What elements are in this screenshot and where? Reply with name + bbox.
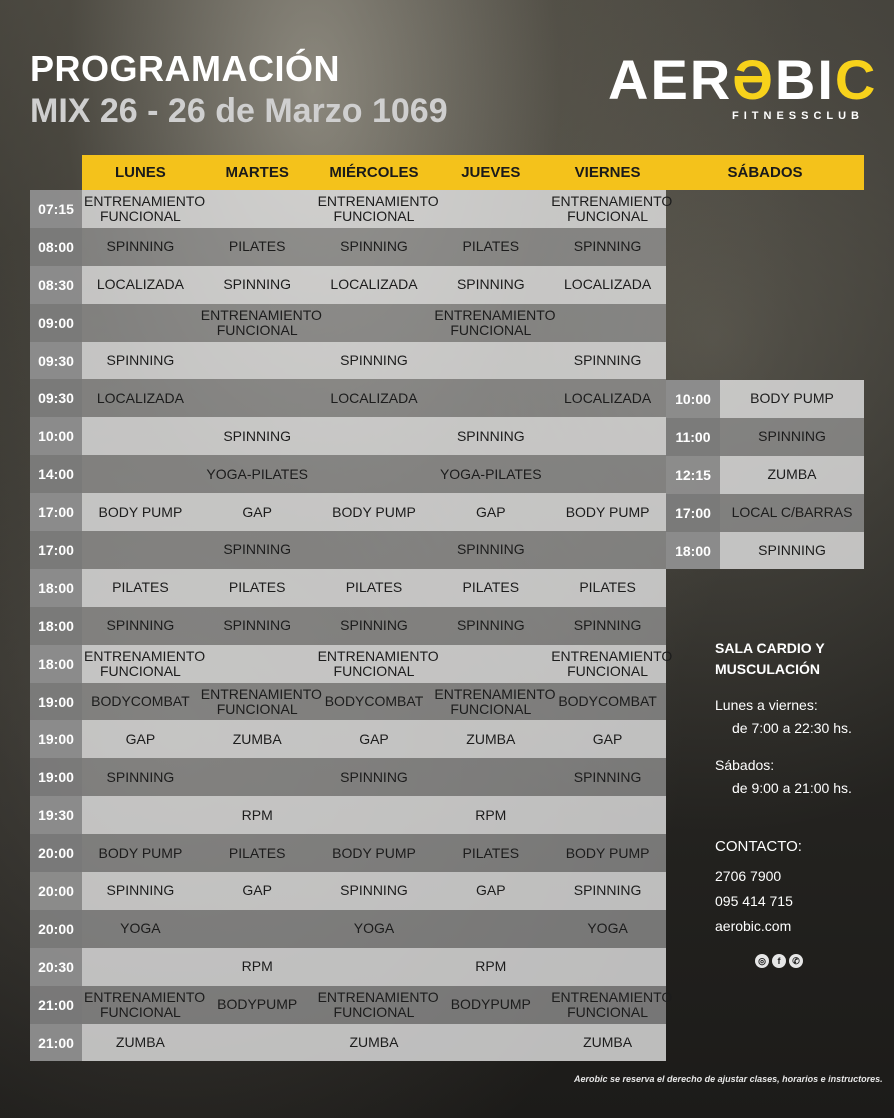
- time-slot: 19:00: [30, 683, 82, 721]
- saturday-time-slot: 18:00: [666, 532, 720, 570]
- class-cell: SPINNING: [223, 276, 292, 293]
- brand-logo: [608, 48, 878, 122]
- class-cell: ENTRENAMIENTO FUNCIONAL: [84, 988, 206, 1020]
- saturday-time-slot: 11:00: [666, 418, 720, 456]
- time-slot: 20:00: [30, 834, 82, 872]
- time-slot: 19:00: [30, 720, 82, 758]
- schedule-row: [30, 569, 666, 607]
- day-header-miercoles: MIÉRCOLES: [329, 164, 419, 181]
- class-cell: ENTRENAMIENTO FUNCIONAL: [551, 192, 673, 224]
- saturday-table: [666, 380, 864, 569]
- day-header-lunes: LUNES: [114, 164, 166, 181]
- class-cell: BODY PUMP: [332, 844, 416, 861]
- schedule-row: [30, 342, 666, 380]
- class-cell: SPINNING: [223, 541, 292, 558]
- class-cell: SPINNING: [573, 617, 642, 634]
- contact-phone-1[interactable]: 2706 7900: [715, 868, 782, 884]
- day-header-sabados: SÁBADOS: [727, 164, 803, 181]
- time-slot: 08:30: [30, 266, 82, 304]
- class-cell: SPINNING: [106, 617, 175, 634]
- class-cell: BODYPUMP: [450, 996, 531, 1013]
- time-slot: 09:30: [30, 379, 82, 417]
- class-cell: BODY PUMP: [332, 503, 416, 520]
- class-cell: YOGA: [353, 920, 395, 937]
- class-cell: PILATES: [462, 579, 520, 596]
- class-cell: SPINNING: [573, 882, 642, 899]
- time-slot: 17:00: [30, 531, 82, 569]
- schedule-row: [30, 455, 666, 493]
- schedule-row: [30, 796, 666, 834]
- time-slot: 10:00: [30, 417, 82, 455]
- class-cell: RPM: [241, 958, 273, 975]
- class-cell: SPINNING: [456, 617, 525, 634]
- weekday-header: [82, 155, 666, 190]
- cardio-title-2: MUSCULACIÓN: [715, 661, 820, 677]
- time-slot: 17:00: [30, 493, 82, 531]
- class-cell: BODY PUMP: [98, 503, 183, 520]
- class-cell: ENTRENAMIENTO FUNCIONAL: [84, 192, 206, 224]
- class-cell: SPINNING: [340, 768, 408, 785]
- class-cell: LOCALIZADA: [330, 276, 418, 293]
- class-cell: YOGA: [587, 920, 628, 937]
- class-cell: PILATES: [228, 579, 286, 596]
- class-cell: GAP: [125, 730, 156, 747]
- class-cell: BODYCOMBAT: [91, 693, 190, 710]
- logo-text-o: Ə: [732, 48, 775, 111]
- logo-text-c: C: [834, 48, 878, 111]
- schedule-row: [30, 948, 666, 986]
- class-cell: PILATES: [579, 579, 636, 596]
- class-cell: SPINNING: [223, 617, 292, 634]
- schedule-row: [30, 758, 666, 796]
- class-cell: PILATES: [345, 579, 403, 596]
- saturday-header: [666, 155, 864, 190]
- class-cell: SPINNING: [573, 768, 642, 785]
- class-cell: SPINNING: [106, 768, 175, 785]
- schedule-row: [30, 531, 666, 569]
- saturday-time-slot: 10:00: [666, 380, 720, 418]
- class-cell: ENTRENAMIENTO FUNCIONAL: [434, 685, 556, 717]
- class-cell: ZUMBA: [349, 1034, 399, 1051]
- saturday-class-cell: BODY PUMP: [750, 390, 834, 407]
- class-cell: LOCALIZADA: [564, 389, 652, 406]
- class-cell: ENTRENAMIENTO FUNCIONAL: [434, 306, 556, 338]
- logo-tagline: FITNESSCLUB: [732, 110, 864, 122]
- class-cell: SPINNING: [340, 617, 408, 634]
- class-cell: RPM: [475, 958, 507, 975]
- class-cell: GAP: [242, 503, 272, 520]
- saturday-time-slot: 17:00: [666, 494, 720, 532]
- schedule-row: [30, 872, 666, 910]
- class-cell: SPINNING: [106, 238, 175, 255]
- class-cell: SPINNING: [106, 352, 175, 368]
- logo-text-a: AER: [608, 48, 733, 111]
- class-cell: ENTRENAMIENTO FUNCIONAL: [317, 988, 439, 1020]
- class-cell: SPINNING: [223, 427, 292, 444]
- logo-text-b: BI: [774, 48, 835, 111]
- class-cell: PILATES: [228, 238, 286, 255]
- cardio-saturday-label: Sábados:: [715, 757, 775, 773]
- schedule-row: [30, 493, 666, 531]
- class-cell: ZUMBA: [583, 1034, 633, 1051]
- class-cell: ENTRENAMIENTO FUNCIONAL: [200, 306, 322, 338]
- class-cell: ENTRENAMIENTO FUNCIONAL: [551, 647, 673, 679]
- class-cell: SPINNING: [573, 238, 642, 255]
- class-cell: SPINNING: [340, 882, 408, 899]
- time-slot: 20:00: [30, 872, 82, 910]
- schedule-row: [30, 683, 666, 721]
- saturday-row: [666, 494, 864, 532]
- time-slot: 08:00: [30, 228, 82, 266]
- schedule-row: [30, 910, 666, 948]
- time-slot: 14:00: [30, 455, 82, 493]
- class-cell: YOGA-PILATES: [439, 465, 542, 482]
- class-cell: GAP: [476, 503, 506, 520]
- instagram-icon[interactable]: ◎: [755, 954, 769, 968]
- saturday-row: [666, 380, 864, 418]
- saturday-class-cell: SPINNING: [758, 542, 826, 558]
- day-header-jueves: JUEVES: [461, 164, 521, 181]
- day-header-martes: MARTES: [225, 164, 289, 181]
- class-cell: GAP: [592, 730, 623, 747]
- time-slot: 21:00: [30, 1024, 82, 1062]
- schedule-row: [30, 190, 673, 228]
- saturday-row: [666, 418, 864, 456]
- cardio-saturday-hours: de 9:00 a 21:00 hs.: [732, 780, 852, 796]
- cardio-info: [715, 638, 825, 680]
- time-slot: 09:30: [30, 342, 82, 380]
- whatsapp-icon[interactable]: ✆: [789, 954, 803, 968]
- facebook-icon[interactable]: f: [772, 954, 786, 968]
- class-cell: LOCALIZADA: [96, 276, 184, 293]
- contact-phone-2[interactable]: 095 414 715: [715, 893, 793, 909]
- class-cell: SPINNING: [456, 427, 525, 444]
- time-slot: 09:00: [30, 304, 82, 342]
- saturday-class-cell: LOCAL C/BARRAS: [731, 504, 853, 521]
- class-cell: ENTRENAMIENTO FUNCIONAL: [317, 192, 439, 224]
- schedule-row: [30, 645, 673, 683]
- cardio-title-1: SALA CARDIO Y: [715, 640, 825, 656]
- class-cell: PILATES: [462, 844, 520, 861]
- day-header-viernes: VIERNES: [574, 164, 641, 181]
- schedule-row: [30, 986, 673, 1024]
- schedule-row: [30, 304, 666, 342]
- class-cell: LOCALIZADA: [564, 276, 652, 293]
- class-cell: GAP: [476, 882, 506, 899]
- page-subtitle: MIX 26 - 26 de Marzo 1069: [30, 92, 448, 130]
- class-cell: ENTRENAMIENTO FUNCIONAL: [84, 647, 206, 679]
- class-cell: LOCALIZADA: [96, 389, 184, 406]
- class-cell: SPINNING: [456, 541, 525, 558]
- cardio-weekday-label: Lunes a viernes:: [715, 697, 818, 713]
- schedule-row: [30, 228, 666, 266]
- class-cell: BODY PUMP: [565, 844, 650, 861]
- cardio-weekday-hours: de 7:00 a 22:30 hs.: [732, 720, 852, 736]
- class-cell: PILATES: [112, 579, 169, 596]
- schedule-row: [30, 834, 666, 872]
- schedule-row: [30, 266, 666, 304]
- class-cell: PILATES: [462, 238, 520, 255]
- class-cell: ENTRENAMIENTO FUNCIONAL: [317, 647, 439, 679]
- class-cell: RPM: [475, 806, 507, 823]
- class-cell: BODY PUMP: [565, 503, 650, 520]
- schedule-row: [30, 607, 666, 645]
- schedule-row: [30, 720, 666, 758]
- class-cell: ENTRENAMIENTO FUNCIONAL: [551, 988, 673, 1020]
- schedule-row: [30, 379, 666, 417]
- saturday-row: [666, 456, 864, 494]
- schedule-row: [30, 1024, 666, 1062]
- class-cell: SPINNING: [456, 276, 525, 293]
- class-cell: LOCALIZADA: [330, 389, 418, 406]
- class-cell: SPINNING: [340, 238, 408, 255]
- time-slot: 18:00: [30, 607, 82, 645]
- class-cell: ENTRENAMIENTO FUNCIONAL: [200, 685, 322, 717]
- class-cell: ZUMBA: [115, 1034, 165, 1051]
- class-cell: PILATES: [228, 844, 286, 861]
- time-slot: 21:00: [30, 986, 82, 1024]
- contact-title: CONTACTO:: [715, 838, 802, 855]
- saturday-class-cell: ZUMBA: [767, 466, 817, 483]
- class-cell: ZUMBA: [232, 730, 282, 747]
- schedule-row: [30, 417, 666, 455]
- class-cell: ZUMBA: [466, 730, 516, 747]
- social-links: [755, 954, 803, 968]
- class-cell: BODY PUMP: [98, 844, 183, 861]
- time-slot: 19:00: [30, 758, 82, 796]
- class-cell: SPINNING: [340, 352, 408, 368]
- saturday-class-cell: SPINNING: [758, 428, 826, 445]
- class-cell: SPINNING: [106, 882, 175, 899]
- saturday-row: [666, 532, 864, 570]
- time-slot: 18:00: [30, 645, 82, 683]
- class-cell: YOGA: [120, 920, 161, 937]
- page-title: PROGRAMACIÓN: [30, 48, 340, 89]
- time-slot: 19:30: [30, 796, 82, 834]
- saturday-time-slot: 12:15: [666, 456, 720, 494]
- class-cell: BODYCOMBAT: [324, 693, 424, 710]
- class-cell: GAP: [242, 882, 272, 899]
- class-cell: SPINNING: [573, 352, 642, 368]
- schedule-table: [30, 190, 673, 1061]
- contact-website[interactable]: aerobic.com: [715, 918, 792, 934]
- class-cell: YOGA-PILATES: [206, 465, 309, 482]
- class-cell: BODYCOMBAT: [558, 693, 657, 710]
- time-slot: 18:00: [30, 569, 82, 607]
- time-slot: 07:15: [30, 190, 82, 228]
- class-cell: GAP: [359, 730, 389, 747]
- footnote: Aerobic se reserva el derecho de ajustar clases, horarios e instructores.: [574, 1074, 883, 1084]
- time-slot: 20:30: [30, 948, 82, 986]
- time-slot: 20:00: [30, 910, 82, 948]
- class-cell: BODYPUMP: [217, 996, 298, 1013]
- class-cell: RPM: [241, 806, 273, 823]
